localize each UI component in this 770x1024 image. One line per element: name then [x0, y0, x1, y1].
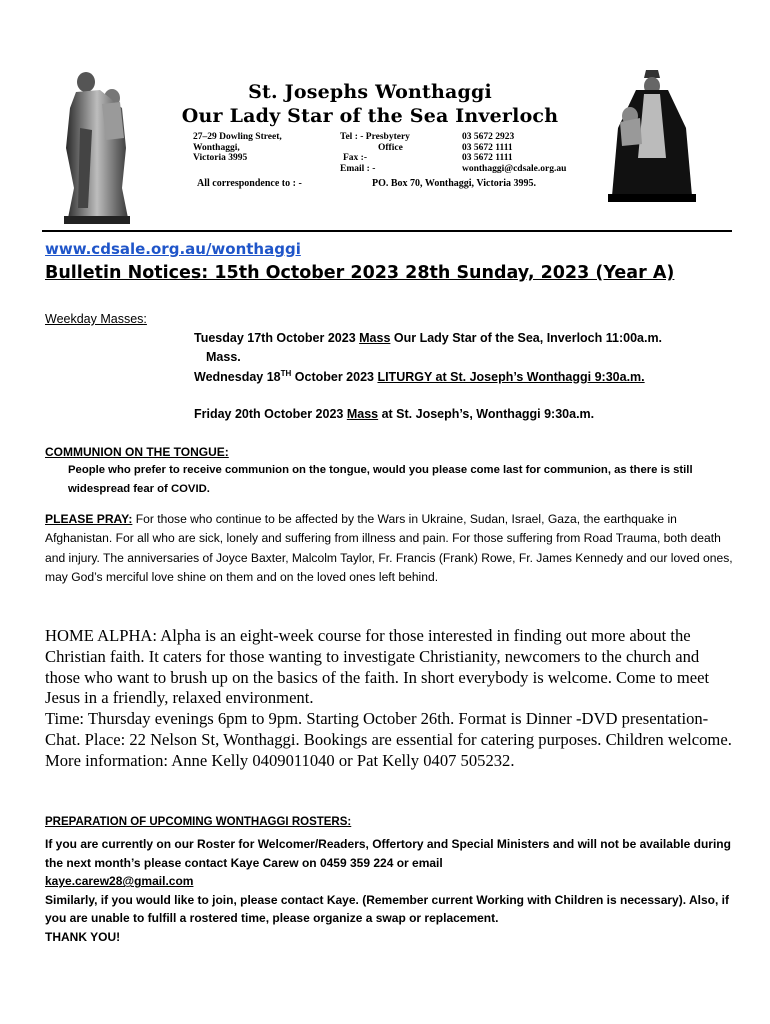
address-line: Wonthaggi, [193, 142, 240, 153]
rosters-paragraph: Similarly, if you would like to join, please contact Kaye. (Remember current Working with Children is necessary). Also, if you are unable to fulfill a rostered time, please organize a swap or replacement. [45, 892, 729, 926]
contact-values [462, 132, 566, 174]
parish-name [180, 80, 560, 128]
parish-name-line1: St. Josephs Wonthaggi [248, 81, 492, 103]
contact-labels [340, 132, 410, 174]
parish-website-link[interactable]: www.cdsale.org.au/wonthaggi [45, 240, 301, 258]
weekday-heading-text: Weekday Masses [45, 312, 144, 326]
contact-label: Fax :- [343, 153, 368, 163]
contact-value: wonthaggi@cdsale.org.au [462, 163, 567, 174]
home-alpha-notice [45, 626, 735, 772]
home-alpha-details: Time: Thursday evenings 6pm to 9pm. Starting October 26th. Format is Dinner -DVD presentation-Chat. Place: 22 Nelson St, Wonthaggi. Bookings are essential for catering purposes. Children welcome. More information: Anne Kelly 0409011040 or Pat Kelly 0407 505232. [45, 709, 732, 770]
bulletin-header [0, 0, 770, 236]
contact-email-link[interactable]: kaye.carew28@gmail.com [45, 874, 194, 889]
contact-value: 03 5672 2923 [462, 132, 515, 142]
communion-notice: People who prefer to receive communion on the tongue, would you please come last for communion, as there is still widespread fear of COVID. [68, 464, 693, 495]
rosters-heading: PREPARATION OF UPCOMING WONTHAGGI ROSTERS: [45, 816, 352, 828]
mass-date-month: October 2023 [291, 370, 378, 385]
mass-detail: LITURGY at St. Joseph’s Wonthaggi 9:30a.m. [377, 370, 645, 385]
contact-label: Tel : - Presbytery [340, 132, 410, 142]
mass-detail: Our Lady Star of the Sea, Inverloch 11:00a.m. [390, 331, 663, 345]
please-pray-notice [45, 510, 735, 588]
mass-detail: at St. Joseph’s, Wonthaggi 9:30a.m. [378, 407, 595, 421]
mass-friday [194, 407, 594, 421]
parish-name-line2: Our Lady Star of the Sea Inverloch [181, 105, 559, 127]
correspondence-label: All correspondence to : - [197, 178, 302, 189]
mass-date: Tuesday 17th October 2023 [194, 331, 360, 345]
please-pray-label: PLEASE PRAY: [45, 512, 133, 526]
contact-label: Email : - [340, 163, 376, 174]
rosters-paragraph: If you are currently on our Roster for Welcomer/Readers, Offertory and Special Ministers and will not be available during the next month’s please contact Kaye Carew on 0459 359 224 or email [45, 837, 731, 870]
mass-wednesday [194, 369, 645, 384]
parish-address [193, 132, 282, 164]
rosters-thanks: THANK YOU! [45, 929, 121, 944]
contact-value: 03 5672 1111 [462, 142, 513, 153]
mass-type: Mass [346, 407, 379, 421]
please-pray-text: For those who continue to be affected by the Wars in Ukraine, Sudan, Israel, Gaza, the earthquake in Afghanistan. For all who are sick, lonely and suffering from illness and pain. For those suffering from Road Trauma, both death and injury. The anniversaries of Joyce Baxter, Malcolm Taylor, Fr. Francis (Frank) Rowe, Fr. James Kennedy and our loved ones, may God’s merciful love shine on them and on the loved ones left behind. [45, 512, 733, 585]
weekday-heading-colon: : [143, 312, 147, 326]
correspondence-address: PO. Box 70, Wonthaggi, Victoria 3995. [372, 178, 536, 189]
mass-type: Mass [359, 331, 391, 345]
header-divider [42, 230, 732, 232]
bulletin-title: Bulletin Notices: 15th October 2023 28th Sunday, 2023 (Year A) [45, 263, 675, 283]
rosters-notice [45, 835, 735, 947]
home-alpha-description: HOME ALPHA: Alpha is an eight-week course for those interested in finding out more about the Christian faith. It caters for those wanting to investigate Christianity, newcomers to the church and those who want to brush up on the basics of the faith. In short everybody is welcome. Come to meet Jesus in a friendly, relaxed environment. [45, 626, 710, 708]
communion-heading: COMMUNION ON THE TONGUE: [45, 445, 229, 459]
contact-label: Office [378, 142, 403, 153]
mass-date-suffix: TH [280, 369, 292, 378]
our-lady-statue-image [606, 68, 698, 204]
st-joseph-statue-image [52, 68, 140, 226]
weekday-masses-heading [45, 312, 147, 326]
mass-date: Friday 20th October 2023 [194, 407, 347, 421]
address-line: 27–29 Dowling Street, [193, 132, 282, 142]
mass-tuesday-continuation: Mass. [206, 350, 241, 364]
address-line: Victoria 3995 [193, 153, 248, 163]
contact-value: 03 5672 1111 [462, 153, 513, 163]
mass-date: Wednesday 18 [194, 370, 281, 385]
mass-tuesday [194, 331, 662, 345]
